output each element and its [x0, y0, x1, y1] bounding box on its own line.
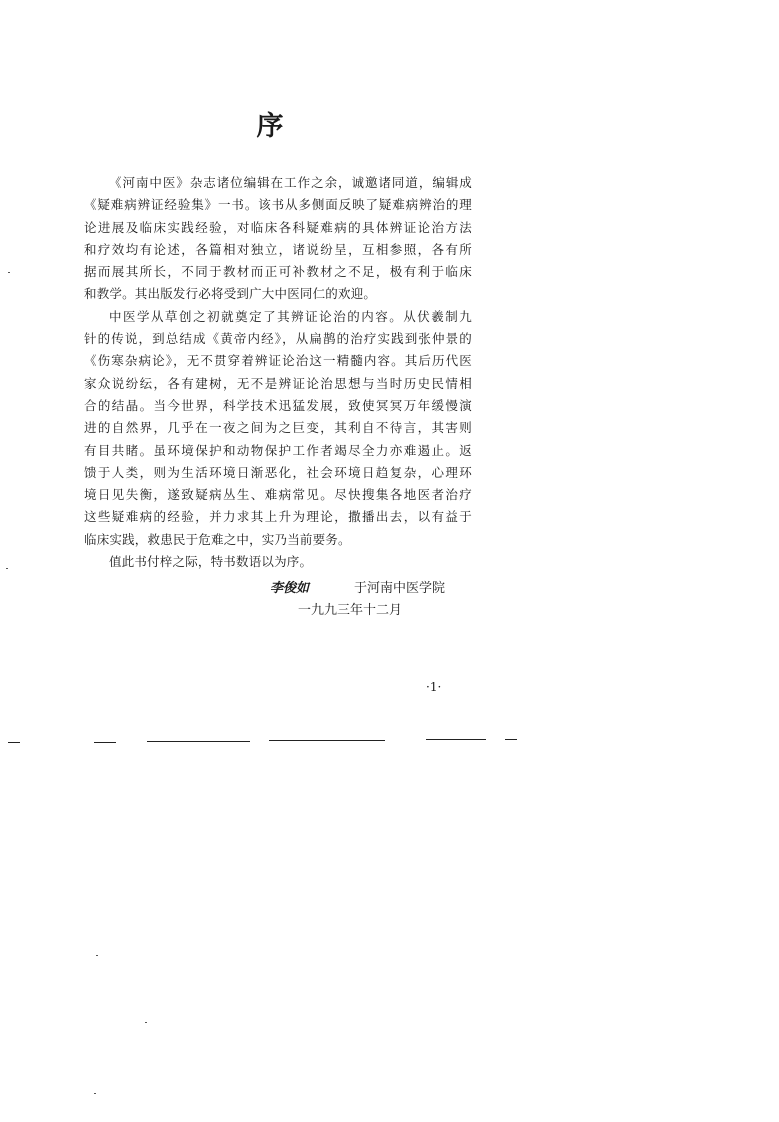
- author-signature: 李俊如: [270, 581, 310, 596]
- text-line: 馈于人类，则为生活环境日渐恶化，社会环境日趋复杂，心理环: [84, 464, 472, 480]
- scan-speck: [96, 955, 98, 956]
- text-line: 值此书付梓之际，特书数语以为序。: [109, 554, 313, 570]
- scan-rule-fragment: [94, 742, 116, 743]
- text-line: 中医学从草创之初就奠定了其辨证论治的内容。从伏羲制九: [109, 308, 472, 324]
- text-line: 家众说纷纭，各有建树，无不是辨证论治思想与当时历史民情相: [84, 375, 472, 391]
- scan-speck: [6, 568, 8, 569]
- text-line: 《伤寒杂病论》，无不贯穿着辨证论治这一精髓内容。其后历代医: [84, 353, 472, 369]
- text-line: 《河南中医》杂志诸位编辑在工作之余，诚邀诸同道，编辑成: [109, 175, 472, 190]
- scan-rule-fragment: [269, 740, 385, 741]
- text-line: 合的结晶。当今世界，科学技术迅猛发展，致使冥冥万年缓慢演: [84, 397, 472, 413]
- signature-place: 于河南中医学院: [354, 581, 446, 596]
- signature-line: [270, 578, 445, 600]
- signature-date: 一九九三年十二月: [298, 603, 403, 618]
- text-line: 针的传说，到总结成《黄帝内经》，从扁鹊的治疗实践到张仲景的: [84, 331, 472, 347]
- preface-body: [84, 172, 472, 573]
- scan-speck: [145, 1022, 147, 1023]
- text-line: 据而展其所长，不同于教材而正可补教材之不足，极有利于临床: [84, 264, 472, 280]
- page-title: 序: [256, 111, 284, 142]
- scan-rule-fragment: [426, 739, 486, 740]
- text-line: 境日见失衡，遂致疑病丛生、难病常见。尽快搜集各地医者治疗: [84, 487, 472, 503]
- scan-rule-fragment: [147, 741, 250, 742]
- text-line: 这些疑难病的经验，并力求其上升为理论，撒播出去，以有益于: [84, 509, 472, 525]
- text-line: 论进展及临床实践经验，对临床各科疑难病的具体辨证论治方法: [84, 219, 472, 235]
- text-line: 《疑难病辨证经验集》一书。该书从多侧面反映了疑难病辨治的理: [84, 197, 472, 213]
- text-line: 临床实践，救患民于危难之中，实乃当前要务。: [84, 531, 351, 547]
- scan-speck: [8, 272, 10, 273]
- scan-rule-fragment: [505, 739, 517, 740]
- text-line: 和教学。其出版发行必将受到广大中医同仁的欢迎。: [84, 286, 377, 302]
- page-number: ·1·: [426, 680, 442, 694]
- scan-rule-fragment: [8, 742, 20, 743]
- scan-speck: [94, 1093, 96, 1094]
- text-line: 进的自然界，几乎在一夜之间为之巨变，其利自不待言，其害则: [84, 420, 472, 436]
- text-line: 和疗效均有论述，各篇相对独立，诸说纷呈，互相参照，各有所: [84, 241, 472, 257]
- text-line: 有目共睹。虽环境保护和动物保护工作者竭尽全力亦难遏止。返: [84, 442, 472, 458]
